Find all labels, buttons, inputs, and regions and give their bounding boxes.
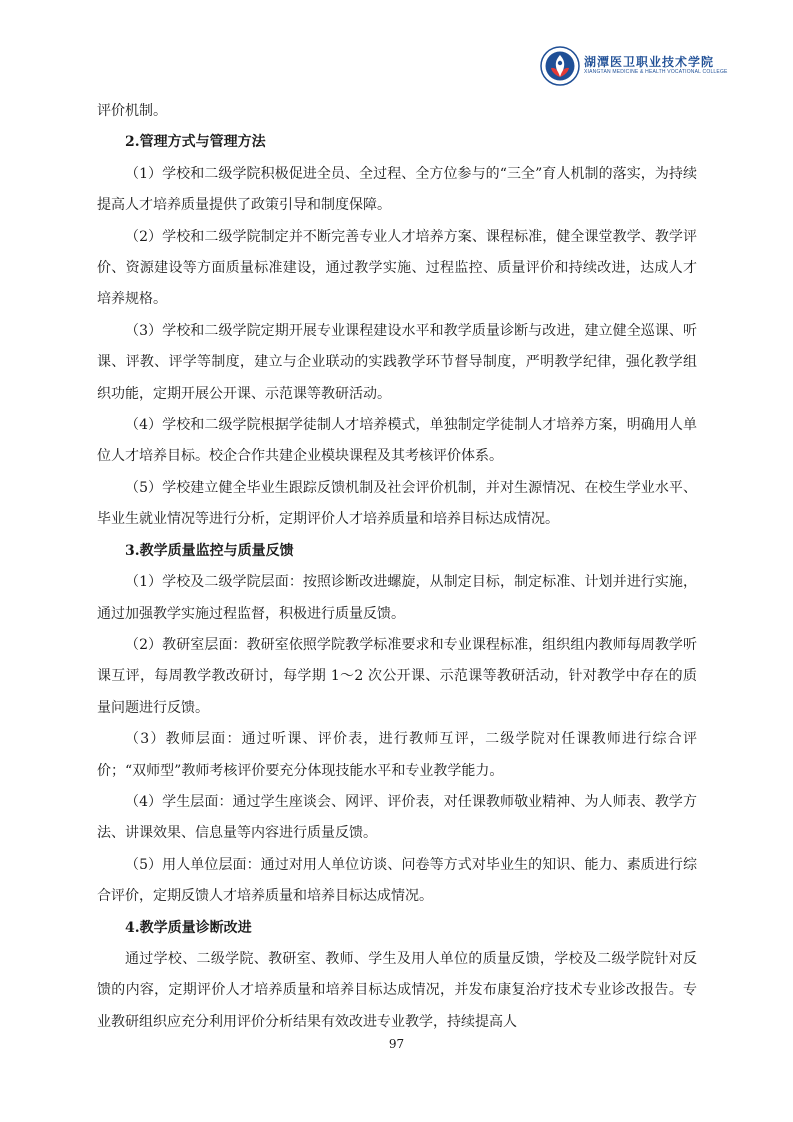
paragraph: （1）学校及二级学院层面：按照诊断改进螺旋，从制定目标，制定标准、计划并进行实施，通过加强教学实施过程监督，积极进行质量反馈。	[97, 574, 697, 622]
page-number: 97	[388, 1037, 405, 1051]
paragraph: （2）教研室层面：教研室依照学院教学标准要求和专业课程标准，组织组内教师每周教学听课互评，每周教学教改研讨，每学期 1～2 次公开课、示范课等教研活动，针对教学中存在的质量问题进行反馈。	[97, 636, 697, 716]
section-heading: 3.教学质量监控与质量反馈	[125, 542, 294, 559]
college-name-logotype: 湖潭医卫职业技术学院	[584, 55, 715, 69]
paragraph: （4）学校和二级学院根据学徒制人才培养模式，单独制定学徒制人才培养方案，明确用人单位人才培养目标。校企合作共建企业模块课程及其考核评价体系。	[97, 417, 697, 465]
document-body	[97, 96, 697, 1038]
paragraph: （5）学校建立健全毕业生跟踪反馈机制及社会评价机制，并对生源情况、在校生学业水平、毕业生就业情况等进行分析，定期评价人才培养质量和培养目标达成情况。	[97, 479, 697, 528]
paragraph: （3）教师层面：通过听课、评价表，进行教师互评，二级学院对任课教师进行综合评价；“双师型”教师考核评价要充分体现技能水平和专业教学能力。	[97, 731, 697, 779]
college-english-name: XIANGTAN MEDICINE & HEALTH VOCATIONAL COLLEGE	[584, 69, 728, 75]
college-emblem-icon	[540, 46, 580, 86]
paragraph: （3）学校和二级学院定期开展专业课程建设水平和教学质量诊断与改进，建立健全巡课、听课、评教、评学等制度，建立与企业联动的实践教学环节督导制度，严明教学纪律，强化教学组织功能，定期开展公开课、示范课等教研活动。	[97, 322, 697, 402]
paragraph: （2）学校和二级学院制定并不断完善专业人才培养方案、课程标准，健全课堂教学、教学评价、资源建设等方面质量标准建设，通过教学实施、过程监控、质量评价和持续改进，达成人才培养规格。	[97, 228, 697, 308]
header-logo	[540, 44, 760, 88]
section-heading: 4.教学质量诊断改进	[125, 919, 252, 936]
paragraph: （1）学校和二级学院积极促进全员、全过程、全方位参与的“三全”育人机制的落实，为持续提高人才培养质量提供了政策引导和制度保障。	[97, 165, 697, 214]
paragraph: 评价机制。	[97, 103, 167, 119]
paragraph: （4）学生层面：通过学生座谈会、网评、评价表，对任课教师敬业精神、为人师表、教学方法、讲课效果、信息量等内容进行质量反馈。	[97, 793, 697, 842]
paragraph: （5）用人单位层面：通过对用人单位访谈、问卷等方式对毕业生的知识、能力、素质进行综合评价，定期反馈人才培养质量和培养目标达成情况。	[97, 856, 697, 905]
paragraph: 通过学校、二级学院、教研室、教师、学生及用人单位的质量反馈，学校及二级学院针对反馈的内容，定期评价人才培养质量和培养目标达成情况，并发布康复治疗技术专业诊改报告。专业教研组织应充分利用评价分析结果有效改进专业教学，持续提高人	[97, 950, 697, 1030]
section-heading: 2.管理方式与管理方法	[125, 134, 266, 151]
